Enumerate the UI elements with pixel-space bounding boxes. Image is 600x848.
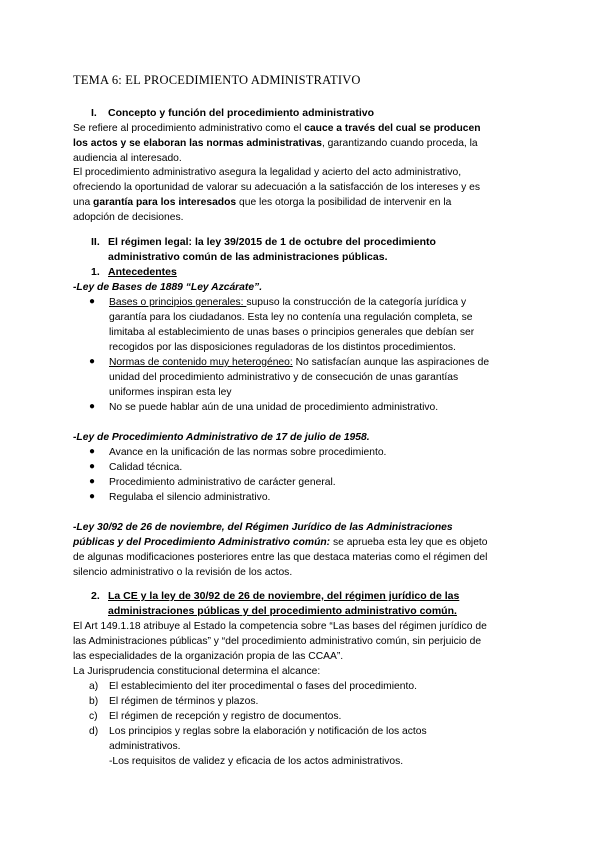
subsection-2-title-line-2: administraciones públicas y del procedimiento administrativo común. — [108, 605, 457, 617]
bullet-icon: ● — [89, 356, 96, 367]
subsection-1-number: 1. — [91, 266, 100, 278]
text-line: las Administraciones públicas” y “del procedimiento administrativo común, sin perjuicio de — [73, 636, 482, 647]
bullet-icon: ● — [89, 491, 96, 502]
text: Se refiere al procedimiento administrativo como el — [73, 123, 305, 134]
section-1-heading: Concepto y función del procedimiento administrativo — [108, 107, 375, 119]
subsection-2-number: 2. — [91, 590, 100, 602]
bullet-icon: ● — [89, 296, 96, 307]
text-line: garantía para los ciudadanos. Esta ley no contenía una regulación completa, se — [109, 312, 473, 323]
alcance-marker-d: d) — [89, 726, 99, 737]
text-line: unidad del procedimiento administrativo y de consecución de unas garantías — [109, 372, 459, 383]
alcance-item-c: El régimen de recepción y registro de documentos. — [109, 711, 342, 722]
bullet-icon: ● — [89, 401, 96, 412]
text-line: recogidos por las disposiciones reguladoras de los distintos procedimientos. — [109, 342, 456, 353]
text: que les otorga la posibilidad de intervenir en la — [236, 197, 452, 208]
text-bold: cauce a través del cual se producen — [304, 123, 481, 134]
bullet-icon: ● — [89, 446, 96, 457]
text-bold: los actos y se elaboran las normas administrativas — [73, 138, 322, 149]
text: una — [73, 197, 94, 208]
text-line: El procedimiento administrativo asegura la legalidad y acierto del acto administrativo, — [73, 167, 462, 178]
text-line: La Jurisprudencia constitucional determina el alcance: — [73, 666, 321, 677]
alcance-marker-c: c) — [89, 711, 98, 722]
alcance-item-a: El establecimiento del iter procedimental o fases del procedimiento. — [109, 681, 417, 692]
section-1-paragraph-1 — [73, 121, 525, 166]
section-1-paragraph-2 — [73, 165, 525, 225]
page-title: TEMA 6: EL PROCEDIMIENTO ADMINISTRATIVO — [73, 73, 361, 87]
alcance-marker-b: b) — [89, 696, 99, 707]
text: se aprueba esta ley que es objeto — [330, 537, 488, 548]
ley-1958-bullet-1: Avance en la unificación de las normas sobre procedimiento. — [109, 447, 387, 458]
ley-1958-bullet-2: Calidad técnica. — [109, 462, 183, 473]
subsection-2-title-line-1: La CE y la ley de 30/92 de 26 de noviembre, del régimen jurídico de las — [108, 590, 460, 602]
bullet-icon: ● — [89, 461, 96, 472]
text-bold: garantía para los interesados — [93, 197, 237, 208]
text-line: adopción de decisiones. — [73, 212, 184, 223]
bullet-icon: ● — [89, 476, 96, 487]
text-line: limitaba al establecimiento de unas bases o principios generales que debían ser — [109, 327, 475, 338]
text-line: -Ley 30/92 de 26 de noviembre, del Régimen Jurídico de las Administraciones — [73, 522, 453, 533]
text-line: El Art 149.1.18 atribuye al Estado la competencia sobre “Las bases del régimen jurídico de — [73, 621, 487, 632]
alcance-item-d: Los principios y reglas sobre la elaboración y notificación de los actos — [109, 726, 427, 737]
text-underlined: Bases o principios generales: — [109, 297, 247, 308]
text-line: ofreciendo la oportunidad de valorar su adecuación a la satisfacción de los intereses y es — [73, 182, 480, 193]
text: , garantizando cuando proceda, la — [321, 138, 478, 149]
text-line: silencio administrativo o la revisión de los actos. — [73, 567, 293, 578]
alcance-item-b: El régimen de términos y plazos. — [109, 696, 259, 707]
ley-1889-bullet-2 — [109, 355, 489, 400]
alcance-item-d-continued: administrativos. — [109, 741, 181, 752]
text-line: de algunas modificaciones posteriores entre las que destaca materias como el régimen del — [73, 552, 488, 563]
text-bold-italic: públicas y del Procedimiento Administrativo común: — [73, 537, 331, 548]
text-line: uniformes inspiran esta ley — [109, 387, 232, 398]
alcance-marker-a: a) — [89, 681, 99, 692]
section-2-heading-line-1: El régimen legal: la ley 39/2015 de 1 de octubre del procedimiento — [108, 236, 436, 248]
text-line: las especialidades de la organización propia de las CCAA”. — [73, 651, 344, 662]
section-2-heading-line-2: administrativo común de las administraciones públicas. — [108, 251, 388, 263]
ley-3092-paragraph — [73, 520, 488, 580]
text: No satisfacían aunque las aspiraciones de — [292, 357, 490, 368]
section-2-number: II. — [91, 236, 100, 248]
ley-1889-bullet-1 — [109, 295, 474, 355]
article-paragraph — [73, 619, 487, 679]
ley-1889-bullet-3: No se puede hablar aún de una unidad de procedimiento administrativo. — [109, 402, 439, 413]
text-underlined: Normas de contenido muy heterogéneo: — [109, 357, 293, 368]
section-1-number: I. — [91, 107, 97, 119]
alcance-item-d-extra: -Los requisitos de validez y eficacia de los actos administrativos. — [109, 756, 404, 767]
text: supuso la construcción de la categoría jurídica y — [246, 297, 467, 308]
ley-1958-bullet-4: Regulaba el silencio administrativo. — [109, 492, 271, 503]
ley-1889-title: -Ley de Bases de 1889 “Ley Azcárate”. — [73, 282, 263, 293]
subsection-1-title: Antecedentes — [108, 266, 177, 278]
text: audiencia al interesado. — [73, 153, 182, 164]
ley-1958-title: -Ley de Procedimiento Administrativo de 17 de julio de 1958. — [73, 432, 370, 443]
ley-1958-bullet-3: Procedimiento administrativo de carácter general. — [109, 477, 336, 488]
